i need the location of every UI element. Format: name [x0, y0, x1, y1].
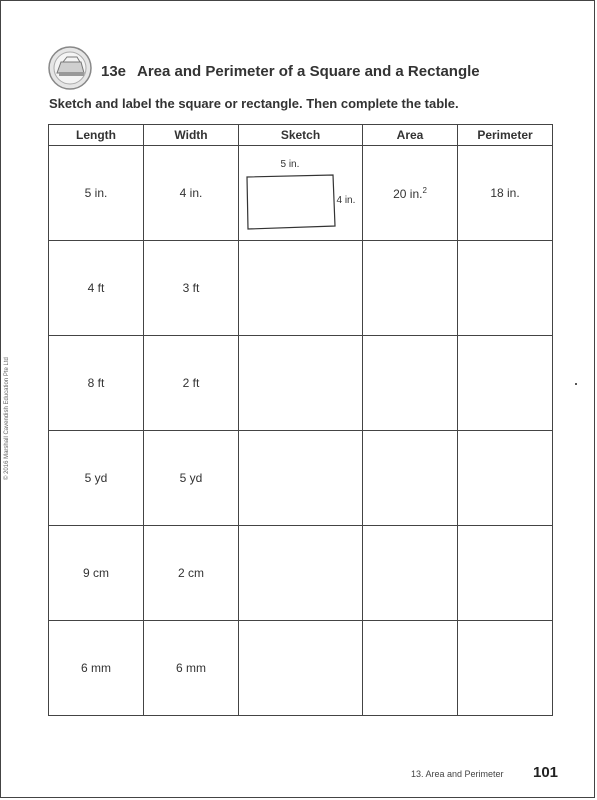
- column-header-area: Area: [363, 125, 458, 146]
- length-cell: 9 cm: [49, 526, 144, 621]
- area-cell[interactable]: [363, 526, 458, 621]
- column-header-width: Width: [144, 125, 239, 146]
- footer-chapter: 13. Area and Perimeter: [411, 769, 504, 779]
- instructions: Sketch and label the square or rectangle. Then complete the table.: [49, 96, 459, 111]
- area-cell[interactable]: [363, 336, 458, 431]
- length-cell: 4 ft: [49, 241, 144, 336]
- page-number: 101: [533, 764, 559, 781]
- sketch-cell[interactable]: [239, 526, 363, 621]
- sketch-cell[interactable]: [239, 146, 363, 241]
- area-cell[interactable]: [363, 621, 458, 716]
- table-row: [49, 621, 553, 716]
- perimeter-cell: 18 in.: [458, 146, 553, 241]
- example-rectangle-sketch: [241, 153, 361, 233]
- copyright-notice: © 2016 Marshall Cavendish Education Pte Ltd: [4, 357, 10, 480]
- work-table: [48, 124, 553, 716]
- area-cell[interactable]: [363, 241, 458, 336]
- example-sketch: [241, 153, 361, 233]
- lesson-title: Area and Perimeter of a Square and a Rectangle: [137, 63, 480, 80]
- width-cell: 5 yd: [144, 431, 239, 526]
- length-cell: 6 mm: [49, 621, 144, 716]
- width-cell: 6 mm: [144, 621, 239, 716]
- sketch-width-label: 4 in.: [336, 195, 356, 206]
- table-row: [49, 336, 553, 431]
- width-cell: 4 in.: [144, 146, 239, 241]
- length-cell: 8 ft: [49, 336, 144, 431]
- sketch-cell[interactable]: [239, 336, 363, 431]
- lesson-number: 13e: [101, 63, 127, 80]
- sketch-cell[interactable]: [239, 241, 363, 336]
- column-header-perimeter: Perimeter: [458, 125, 553, 146]
- area-cell[interactable]: [363, 431, 458, 526]
- width-cell: 2 ft: [144, 336, 239, 431]
- area-exponent: 2: [422, 185, 427, 195]
- sketch-cell[interactable]: [239, 621, 363, 716]
- perimeter-cell[interactable]: [458, 241, 553, 336]
- width-cell: 2 cm: [144, 526, 239, 621]
- lesson-badge-icon: [47, 45, 93, 91]
- table-header-row: [49, 125, 553, 146]
- sketch-cell[interactable]: [239, 431, 363, 526]
- perimeter-cell[interactable]: [458, 431, 553, 526]
- column-header-sketch: Sketch: [239, 125, 363, 146]
- table-row: [49, 241, 553, 336]
- perimeter-cell[interactable]: [458, 621, 553, 716]
- table-row: [49, 431, 553, 526]
- area-cell: [363, 146, 458, 241]
- sketch-length-label: 5 in.: [280, 159, 300, 170]
- table-row: [49, 526, 553, 621]
- length-cell: 5 yd: [49, 431, 144, 526]
- column-header-length: Length: [49, 125, 144, 146]
- perimeter-cell[interactable]: [458, 526, 553, 621]
- table-row-example: [49, 146, 553, 241]
- stray-mark: [575, 383, 577, 385]
- perimeter-cell[interactable]: [458, 336, 553, 431]
- length-cell: 5 in.: [49, 146, 144, 241]
- width-cell: 3 ft: [144, 241, 239, 336]
- area-value: 20 in.: [393, 186, 423, 201]
